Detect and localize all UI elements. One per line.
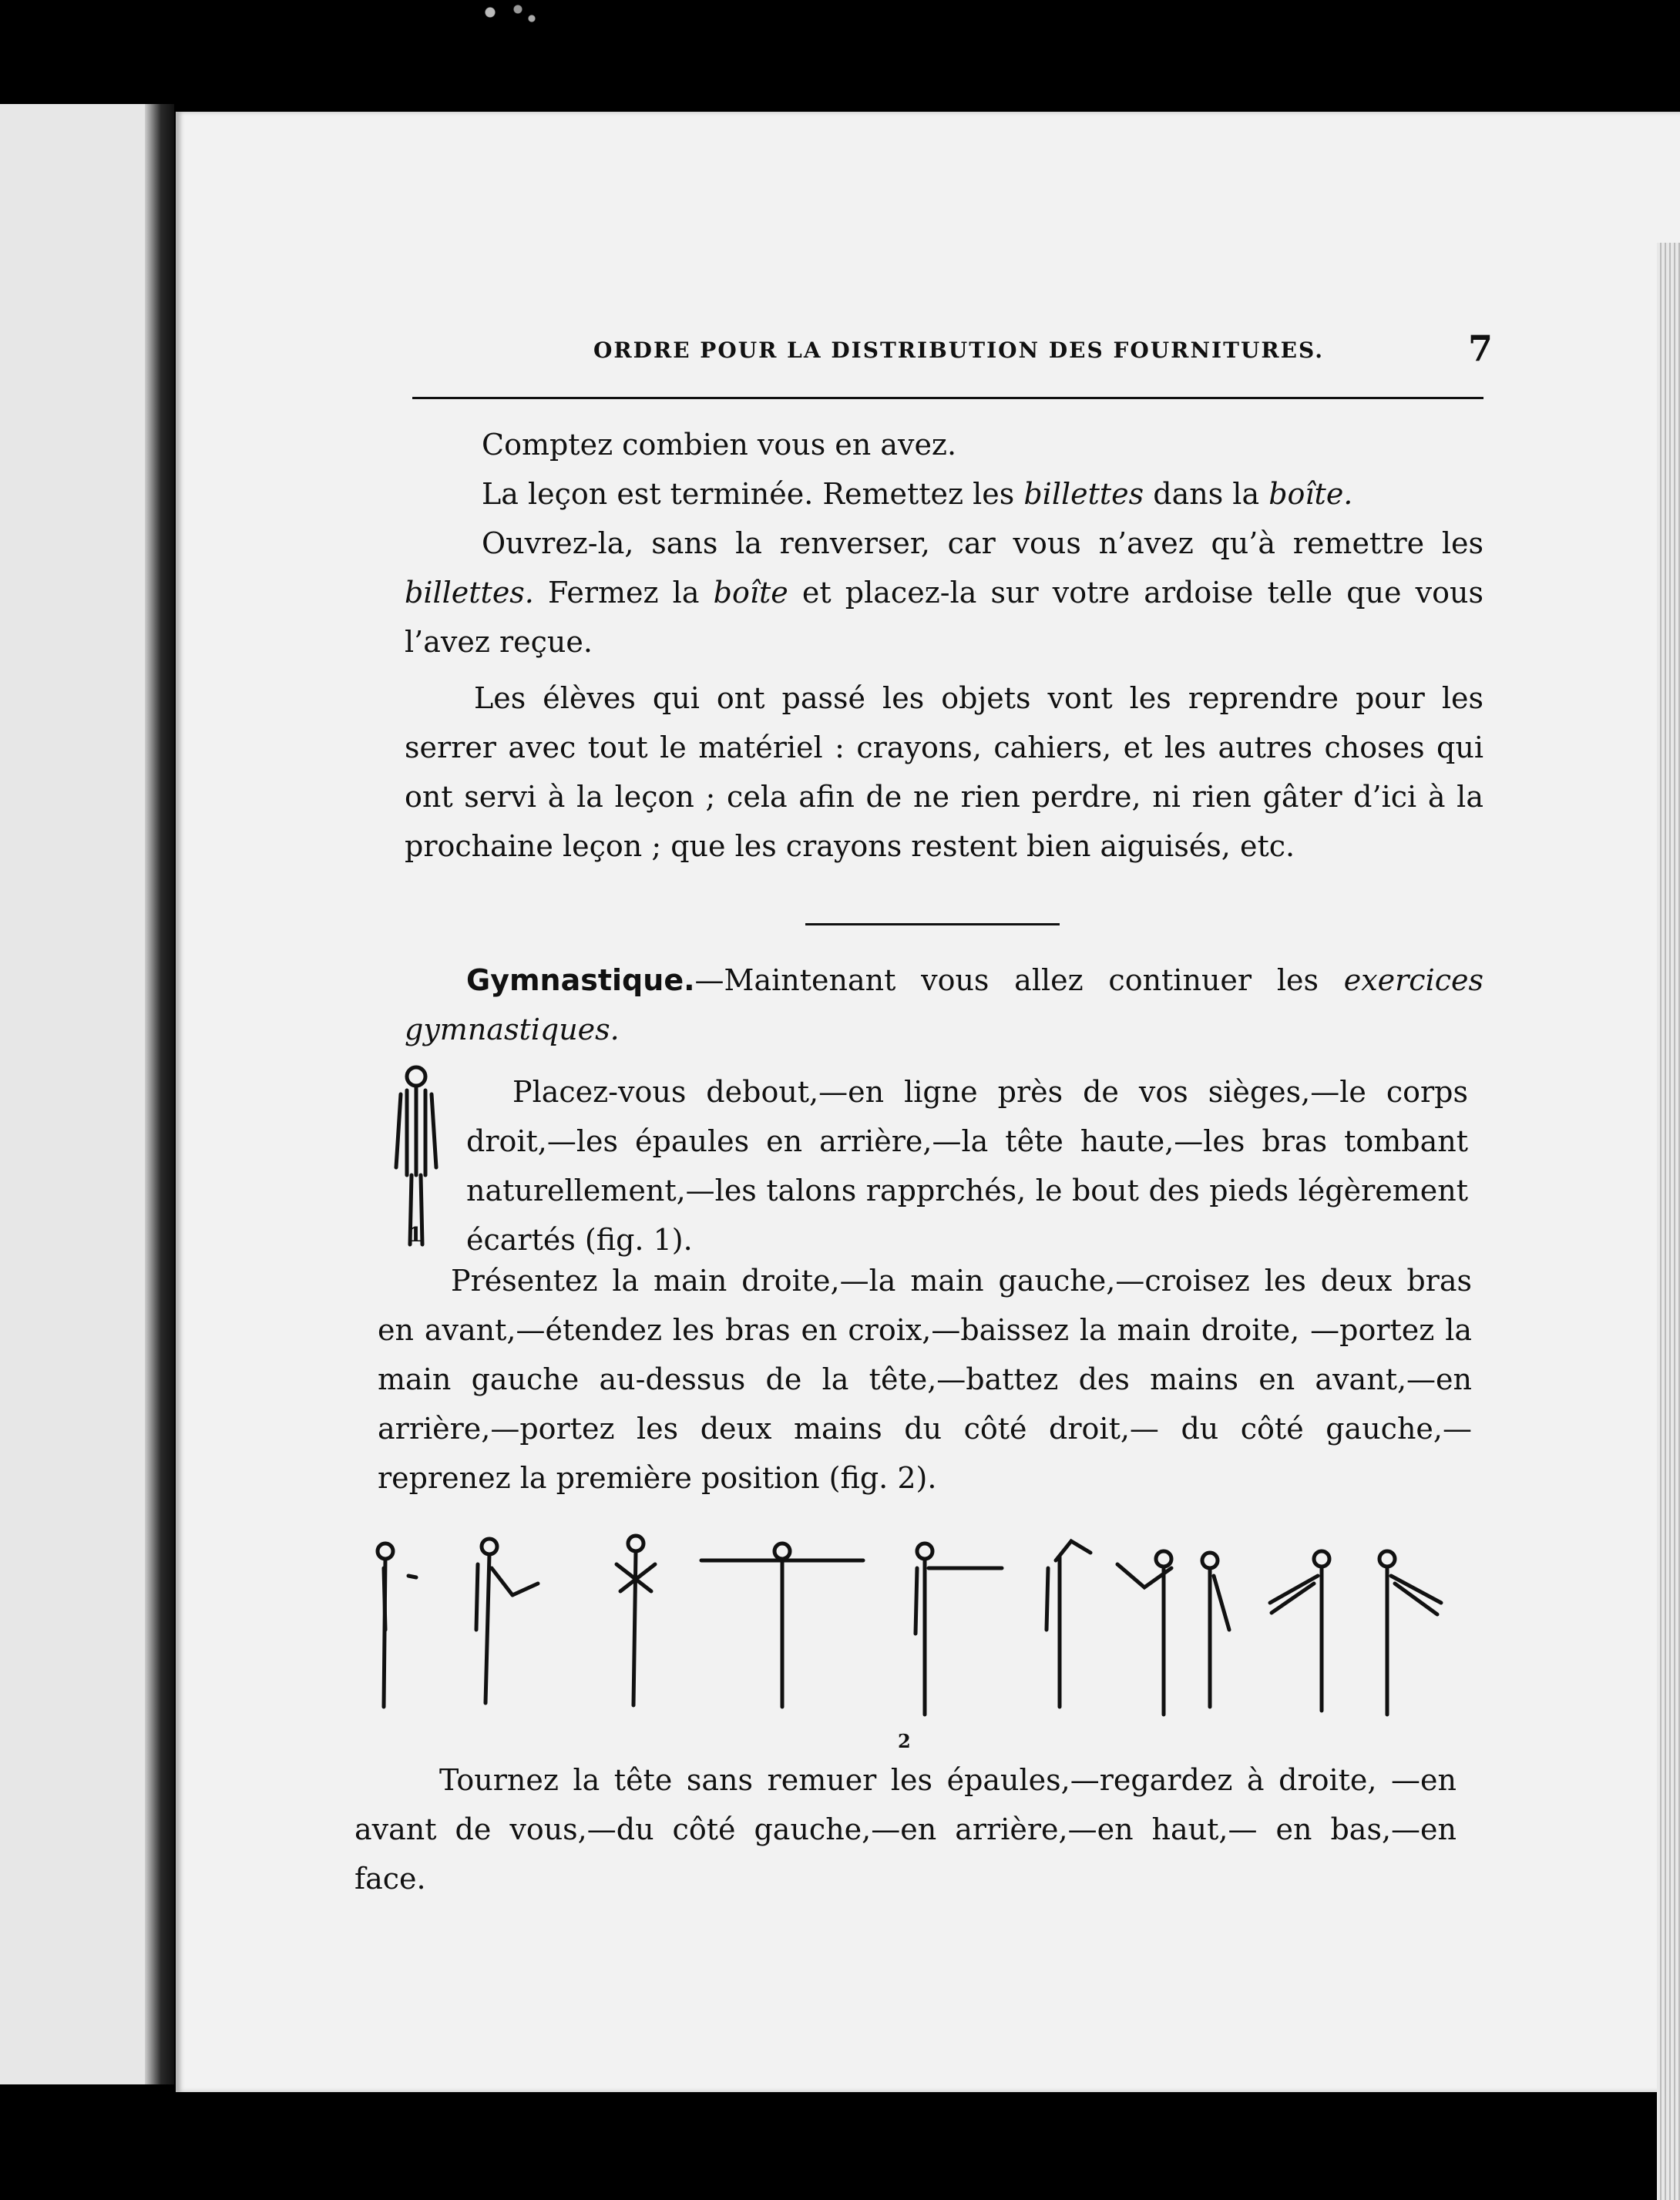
paragraph-materials: Les élèves qui ont passé les objets vont les reprendre pour les serrer avec tout le matériel : crayons, cahiers, et les autres choses qui ont servi à la leçon ; cela afin de ne rien perdre, ni rien gâter d’ici à la prochaine leçon ; que les crayons restent bien aiguisés, etc. (405, 681, 1483, 863)
paragraph-gymnastique (405, 956, 1483, 1054)
pose-lower-right-hand (916, 1543, 1002, 1715)
figure-2-label: 2 (898, 1730, 911, 1752)
paragraph-line (405, 469, 1483, 519)
figure-2-exercise-poses (362, 1530, 1457, 1722)
text-span: dans la (1144, 477, 1269, 511)
pose-clap-back (1202, 1553, 1229, 1707)
pose-hands-right (1270, 1551, 1329, 1711)
figure-1-label: 1 (408, 1224, 423, 1247)
text-span: —Maintenant vous allez continuer les (694, 963, 1344, 997)
pose-hand-above-head (1047, 1541, 1090, 1707)
paragraph-line (405, 519, 1483, 667)
italic-term: boîte (713, 576, 788, 610)
section-rule (805, 923, 1060, 925)
text-span: et placez-la sur votre ardoise telle que vous l’avez reçue. (405, 576, 1483, 659)
section-lead: Gymnastique. (466, 963, 695, 997)
italic-term: exercices gymnastiques. (405, 963, 1483, 1046)
text-span: Fermez la (533, 576, 714, 610)
paragraph-standing: Placez-vous debout,—en ligne près de vos sièges,—le corps droit,—les épaules en arrière,—la tête haute,—les bras tombant naturellement,—les talons rapprchés, le bout des pieds légèrement écartés (fig. 1). (466, 1075, 1468, 1257)
scan-specks (462, 0, 555, 31)
pose-crossed-arms (617, 1536, 655, 1705)
page-number: 7 (1468, 327, 1494, 369)
paragraph-line: Comptez combien vous en avez. (482, 428, 957, 462)
paragraph-lesson-end (405, 420, 1483, 667)
pose-right-hand (476, 1539, 538, 1703)
text-span: Ouvrez-la, sans la renverser, car vous n’avez qu’à remettre les (482, 526, 1483, 560)
facing-page-edge (0, 104, 173, 2084)
pose-hands-left (1379, 1551, 1441, 1715)
paragraph-head-turning: Tournez la tête sans remuer les épaules,—regardez à droite, —en avant de vous,—du côté gauche,—en arrière,—en haut,— en bas,—en face. (354, 1763, 1457, 1896)
book-gutter (145, 104, 174, 2084)
running-head: ORDRE POUR LA DISTRIBUTION DES FOURNITURES. (593, 338, 1324, 363)
text-span: La leçon est terminée. Remettez les (482, 477, 1024, 511)
italic-term: billettes. (405, 576, 534, 610)
pose-arms-cross (701, 1543, 863, 1707)
italic-term: billettes (1023, 477, 1144, 511)
paragraph-arm-exercises: Présentez la main droite,—la main gauche,—croisez les deux bras en avant,—étendez les bras en croix,—baissez la main droite, —portez la main gauche au-dessus de la tête,—battez des mains en avant,—en arrière,—portez les deux mains du côté droit,— du côté gauche,—reprenez la première position (fig. 2). (378, 1264, 1472, 1495)
italic-term: boîte. (1268, 477, 1353, 511)
pose-clap-front (1117, 1551, 1171, 1715)
pose-present-hand (378, 1543, 416, 1707)
page-stack-edge (1657, 243, 1680, 2200)
header-rule (412, 397, 1483, 399)
